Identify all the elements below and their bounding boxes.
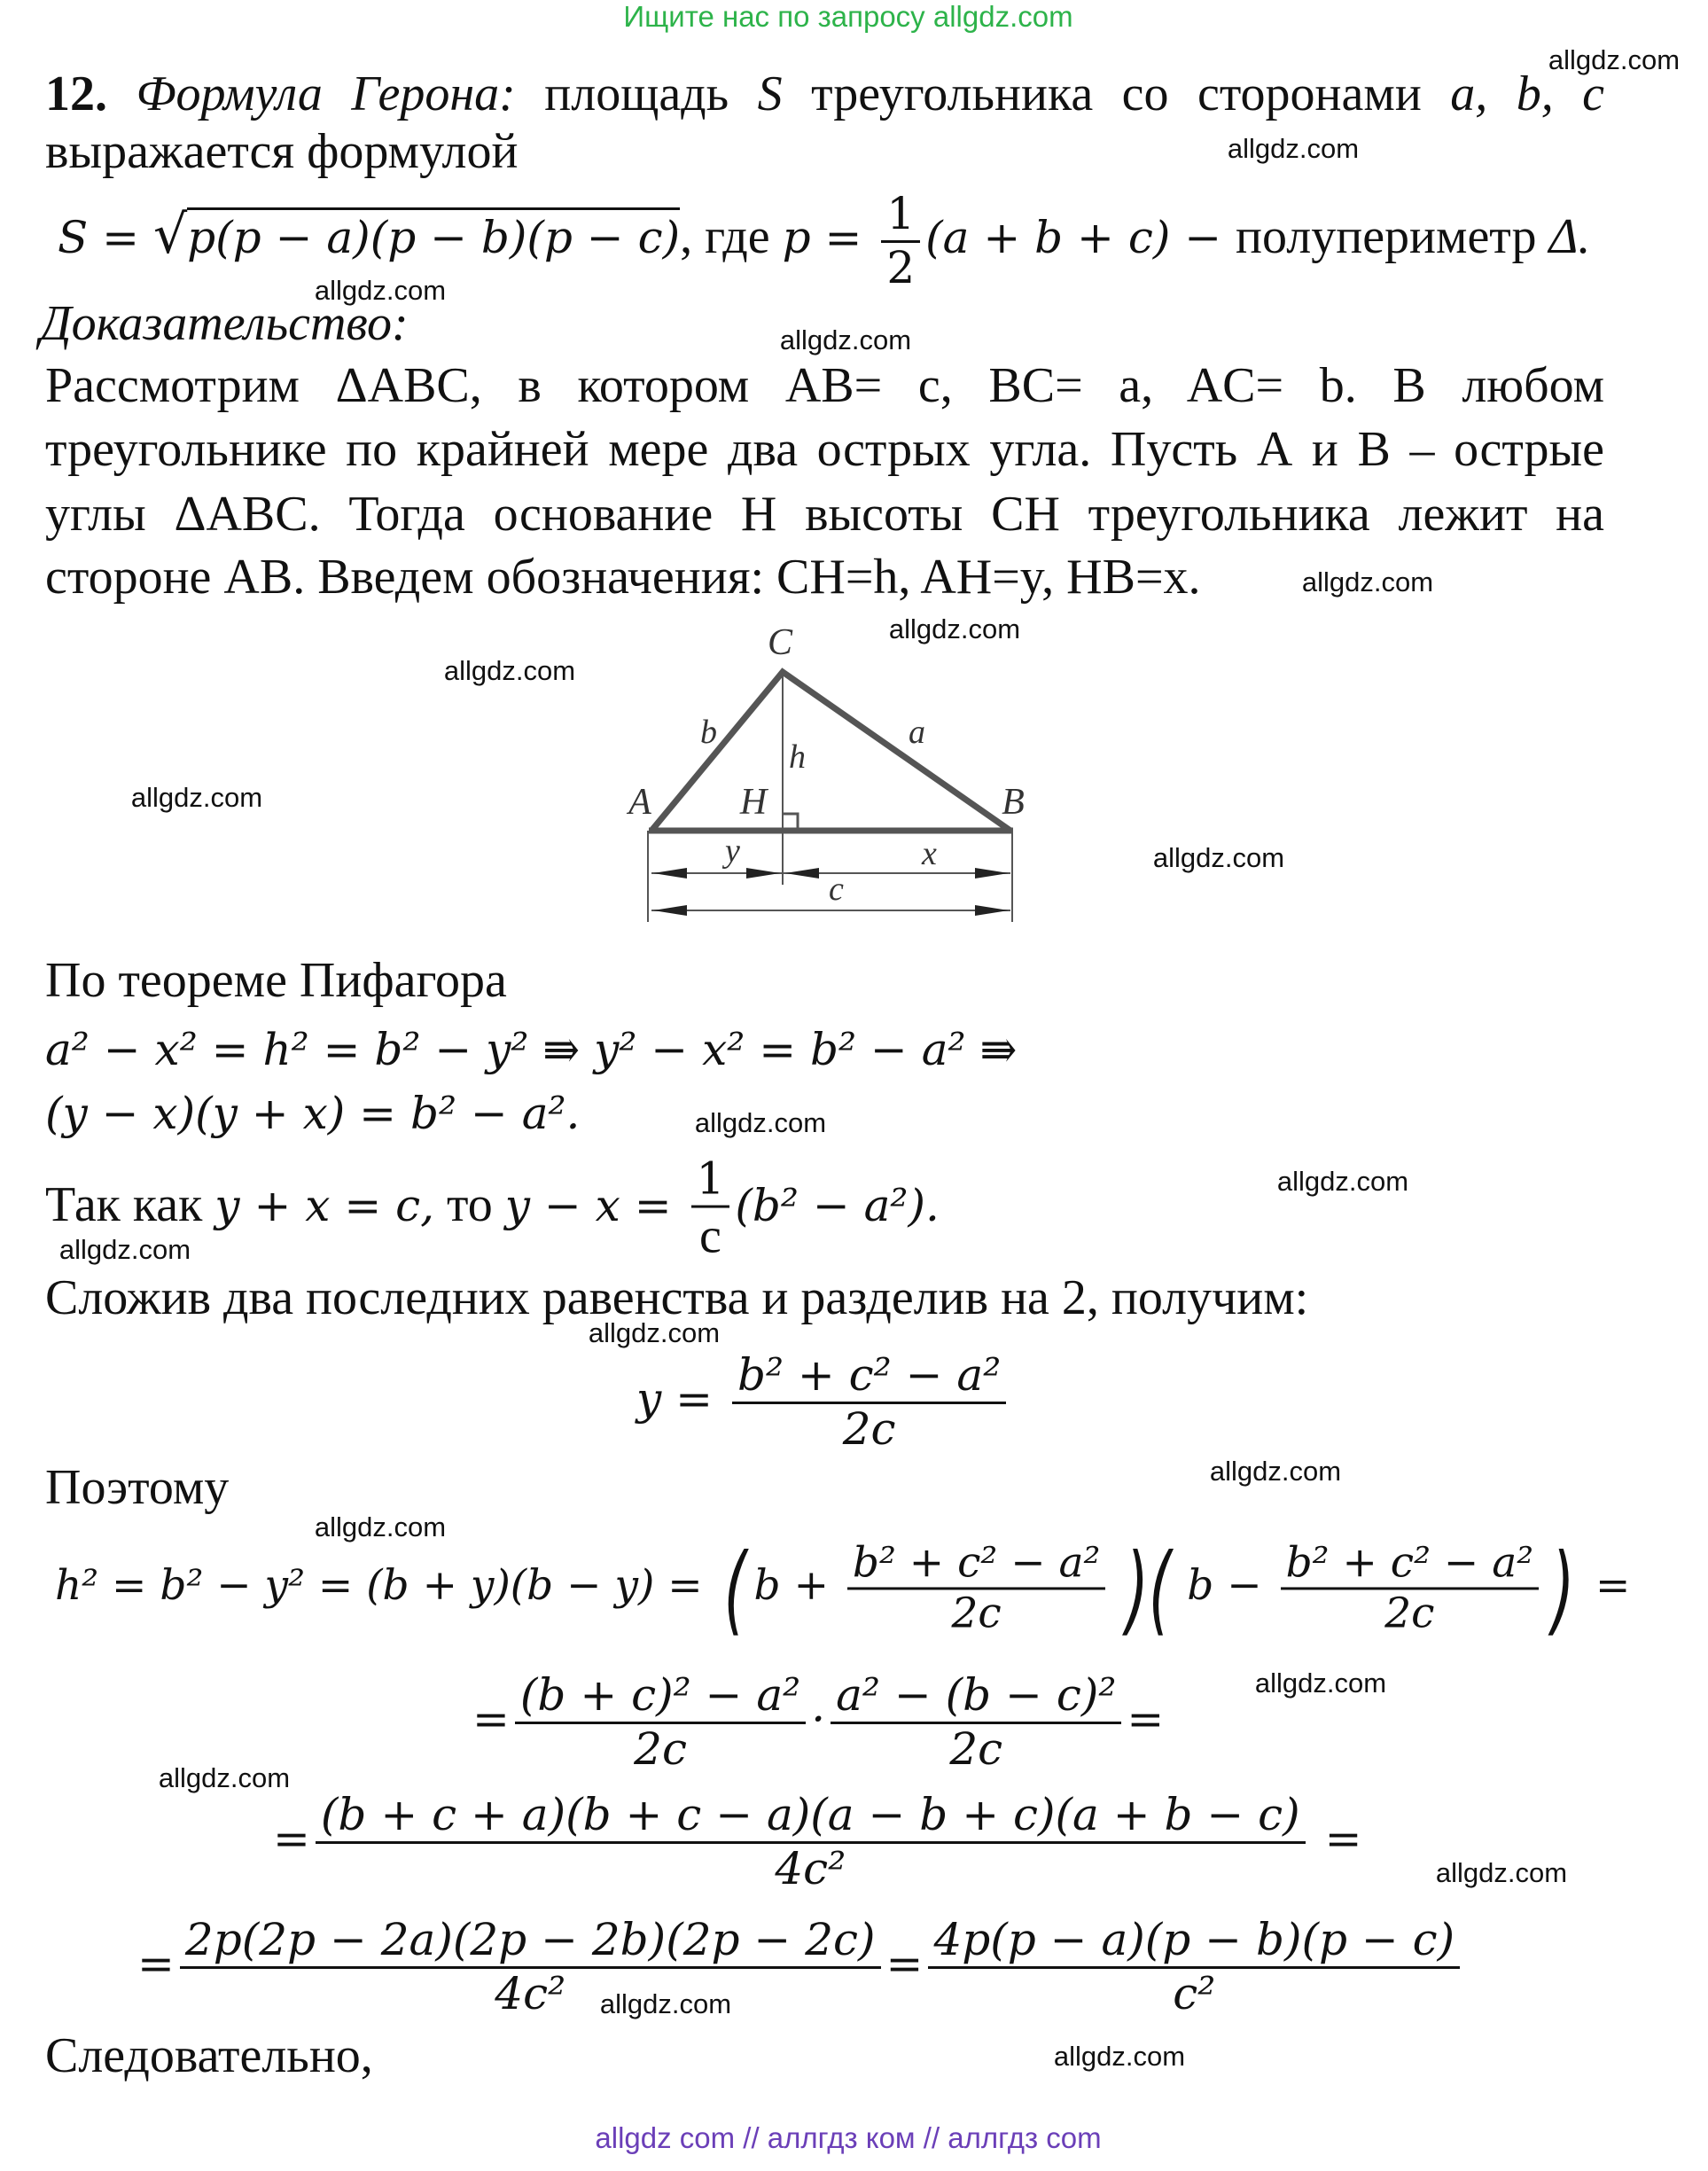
equation-4	[273, 1790, 1362, 1894]
watermark: allgdz.com	[314, 1511, 447, 1542]
title-line-2: выражается формулой	[45, 124, 519, 179]
label-c: c	[829, 871, 844, 908]
triangle-figure	[0, 0, 1708, 975]
eq-sign: =	[1324, 1813, 1362, 1864]
den: 2	[886, 241, 916, 293]
equation-1: a² − x² = h² = b² − y² ⇛ y² − x² = b² − a² ⇛	[45, 1024, 1018, 1075]
problem-number: 12.	[45, 66, 107, 121]
label-side-a: a	[909, 714, 925, 751]
fraction	[1281, 1539, 1539, 1637]
watermark: allgdz.com	[1227, 133, 1360, 164]
fraction	[180, 1915, 881, 2019]
bottom-banner[interactable]: allgdz com // аллгдз ком // аллгдз com	[595, 2121, 1102, 2154]
fraction	[732, 1350, 1006, 1455]
label-side-b: b	[700, 714, 717, 751]
num: 4p(p − a)(p − b)(p − c)	[928, 1915, 1460, 1969]
eq: (b² − a²).	[735, 1179, 940, 1231]
paragraph-line: Рассмотрим ΔABC, в котором AB= c, BC= a, AC= b. В любом	[45, 358, 1604, 413]
den: 2c	[842, 1402, 896, 1455]
fraction	[515, 1670, 806, 1775]
watermark: allgdz.com	[158, 1762, 291, 1793]
watermark: allgdz.com	[1053, 2041, 1186, 2072]
eq-sign: =	[137, 1938, 175, 1989]
label-a-vertex: A	[628, 782, 651, 823]
eq-sign: =	[472, 1693, 510, 1745]
equation-2: (y − x)(y + x) = b² − a².	[45, 1088, 581, 1139]
watermark: allgdz.com	[314, 275, 447, 306]
paragraph-line: треугольнике по крайней мере два острых угла. Пусть А и В – острые	[45, 422, 1604, 477]
triangle	[651, 672, 1010, 831]
watermark: allgdz.com	[694, 1107, 827, 1138]
paragraph-line: углы ΔABC. Тогда основание H высоты CH треугольника лежит на	[45, 487, 1604, 542]
where-text: , где	[680, 208, 783, 264]
num: 2p(2p − 2a)(2p − 2b)(2p − 2c)	[180, 1915, 881, 1969]
eq-sign: =	[1595, 1561, 1631, 1610]
equation-5	[137, 1915, 1465, 2019]
fraction	[691, 1154, 730, 1265]
conclusion-label: Следовательно,	[45, 2028, 373, 2083]
watermark: allgdz.com	[599, 1988, 732, 2019]
sides: a, b, c	[1450, 66, 1604, 121]
watermark: allgdz.com	[1435, 1857, 1568, 1888]
h-equation: h² = b² − y² = (b + y)(b − y) = ( b + $\frac{\text{b² + c² − a²}}{2c}$ )( b − $\frac{\text{b² + c² − a²}}{2c}$ ) =	[55, 1532, 1631, 1645]
text: b +	[753, 1561, 842, 1610]
num: b² + c² − a²	[847, 1539, 1105, 1589]
watermark: allgdz.com	[1276, 1166, 1409, 1197]
watermark: allgdz.com	[1254, 1667, 1387, 1699]
lhs: y =	[636, 1373, 727, 1425]
theorem-name: Формула Герона:	[136, 66, 516, 121]
fraction	[847, 1539, 1105, 1637]
num: a² − (b − c)²	[831, 1670, 1121, 1724]
watermark: allgdz.com	[588, 1317, 721, 1348]
watermark: allgdz.com	[779, 324, 912, 355]
den: 2c	[634, 1722, 687, 1775]
text: Так как	[45, 1176, 215, 1232]
eq-sign: =	[273, 1813, 310, 1864]
eq-sign: =	[885, 1938, 924, 1989]
watermark: allgdz.com	[443, 655, 576, 686]
den: 4c²	[775, 1842, 846, 1894]
fraction	[928, 1915, 1460, 2019]
eq: y − x =	[504, 1179, 686, 1231]
semiperimeter-label: полупериметр	[1236, 208, 1537, 264]
delta: Δ.	[1548, 208, 1591, 264]
num: 1	[881, 189, 920, 243]
label-height: h	[789, 738, 806, 776]
text: треугольника со сторонами	[811, 66, 1422, 121]
watermark: allgdz.com	[58, 1234, 191, 1265]
pythagoras-label: По теореме Пифагора	[45, 953, 507, 1008]
label-b-vertex: B	[1002, 782, 1025, 823]
lhs: h² = b² − y² = (b + y)(b − y) =	[55, 1561, 716, 1610]
watermark: allgdz.com	[1301, 566, 1434, 597]
paragraph-line: стороне АВ. Введем обозначения: CH=h, AH=y, HB=x.	[45, 550, 1201, 605]
den: 2c	[951, 1589, 1002, 1638]
sum: (a + b + c) −	[925, 211, 1236, 263]
num: b² + c² − a²	[1281, 1539, 1539, 1589]
label-h-foot: H	[739, 782, 768, 823]
equation-3	[472, 1670, 1164, 1775]
formula-lhs: S =	[58, 211, 153, 263]
label-c-vertex: C	[767, 622, 793, 663]
watermark: allgdz.com	[1209, 1456, 1342, 1487]
text: b −	[1187, 1561, 1275, 1610]
dot: ·	[811, 1693, 826, 1745]
top-banner[interactable]: Ищите нас по запросу allgdz.com	[623, 0, 1073, 33]
num: b² + c² − a²	[732, 1350, 1006, 1404]
label-x: x	[922, 835, 937, 872]
den: 2c	[949, 1722, 1003, 1775]
watermark: allgdz.com	[1548, 44, 1681, 75]
therefore-label: Поэтому	[45, 1460, 230, 1515]
num: (b + c)² − a²	[515, 1670, 806, 1724]
den: c	[699, 1208, 721, 1264]
sum-text: Сложив два последних равенства и разделив на 2, получим:	[45, 1270, 1309, 1325]
den: c²	[1173, 1967, 1216, 2019]
text: площадь	[544, 66, 729, 121]
label-y: y	[725, 832, 740, 870]
p-def: p =	[782, 211, 877, 263]
den: 2c	[1384, 1589, 1435, 1638]
watermark: allgdz.com	[130, 782, 263, 813]
fraction	[316, 1790, 1306, 1894]
proof-label: Доказательство:	[40, 296, 409, 351]
sqrt-content: p(p − a)(p − b)(p − c)	[187, 207, 680, 263]
num: (b + c + a)(b + c − a)(a − b + c)(a + b − c)	[316, 1790, 1306, 1844]
eq-sign: =	[1127, 1693, 1165, 1745]
heron-formula: S = √p(p − a)(p − b)(p − c), где p = $\frac{1}{2}$ (a + b + c) − полупериметр Δ.	[58, 188, 1591, 293]
watermark: allgdz.com	[888, 613, 1021, 644]
num: 1	[691, 1154, 730, 1208]
den: 4c²	[495, 1967, 566, 2019]
watermark: allgdz.com	[1152, 842, 1285, 873]
fraction	[831, 1670, 1121, 1775]
eq: y + x = c,	[214, 1179, 435, 1231]
var-s: S	[757, 66, 783, 121]
text: то	[434, 1176, 505, 1232]
y-equation	[636, 1350, 1011, 1455]
